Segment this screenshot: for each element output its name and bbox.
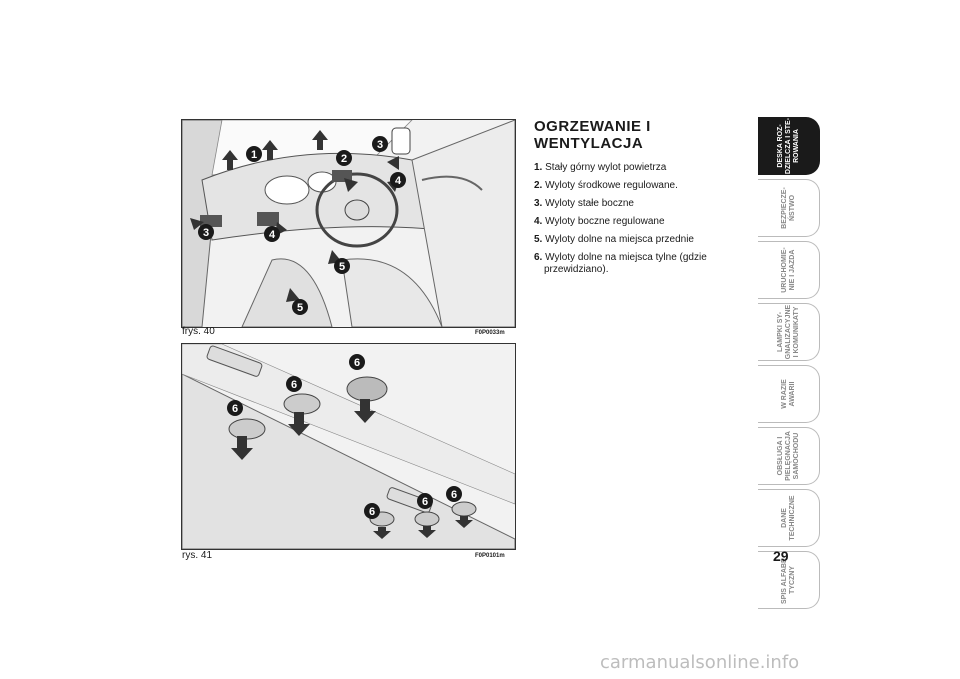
badge-6-e: 6 (421, 496, 429, 508)
badge-6-d: 6 (368, 506, 376, 518)
tab-deska-rozdzielcza[interactable]: DESKA ROZ- DZIELCZA I STE- ROWANIA (758, 117, 820, 175)
legend-item: 2. Wyloty środkowe regulowane. (534, 180, 678, 191)
figure-40-code: F0P0033m (475, 330, 505, 336)
page-number: 29 (773, 548, 789, 564)
vent-legend-list (534, 162, 744, 282)
badge-3-left: 3 (202, 227, 210, 239)
badge-4-right: 4 (394, 175, 402, 187)
tab-dane-techniczne[interactable]: DANE TECHNICZNE (758, 489, 820, 547)
rear-vents-illustration (182, 344, 515, 549)
badge-6-c: 6 (353, 357, 361, 369)
badge-5-center: 5 (338, 261, 346, 273)
legend-item: 5. Wyloty dolne na miejsca przednie (534, 234, 694, 245)
legend-item: 1. Stały górny wylot powietrza (534, 162, 667, 173)
tab-lampki[interactable]: LAMPKI SY- GNALIZACYJNE I KOMUNIKATY (758, 303, 820, 361)
figure-40-dashboard-vents (181, 119, 516, 328)
badge-3-right: 3 (376, 139, 384, 151)
legend-item: 3. Wyloty stałe boczne (534, 198, 634, 209)
figure-41-rear-vents (181, 343, 516, 550)
watermark: carmanualsonline.info (600, 652, 800, 673)
badge-2: 2 (340, 153, 348, 165)
tab-w-razie-awarii[interactable]: W RAZIE AWARII (758, 365, 820, 423)
legend-item: 6. Wyloty dolne na miejsca tylne (gdzie przewidziano). (534, 252, 707, 275)
badge-6-f: 6 (450, 489, 458, 501)
badge-5-lower: 5 (296, 302, 304, 314)
tab-bezpieczenstwo[interactable]: BEZPIECZE- ŃSTWO (758, 179, 820, 237)
dashboard-illustration (182, 120, 515, 327)
badge-4-left: 4 (268, 229, 276, 241)
figure-41-code: F0P0101m (475, 553, 505, 559)
section-heading: OGRZEWANIE I WENTYLACJA (534, 118, 651, 152)
tab-uruchomienie[interactable]: URUCHOMIE- NIE I JAZDA (758, 241, 820, 299)
tab-obsluga[interactable]: OBSŁUGA I PIELĘGNACJA SAMOCHODU (758, 427, 820, 485)
legend-item: 4. Wyloty boczne regulowane (534, 216, 665, 227)
figure-40-caption: frys. 40 (182, 326, 215, 337)
badge-6-b: 6 (290, 379, 298, 391)
badge-1: 1 (250, 149, 258, 161)
badge-6-a: 6 (231, 403, 239, 415)
tab-spis-alfabetyczny[interactable]: SPIS ALFABE- TYCZNY (758, 551, 820, 609)
figure-41-caption: rys. 41 (182, 550, 213, 561)
